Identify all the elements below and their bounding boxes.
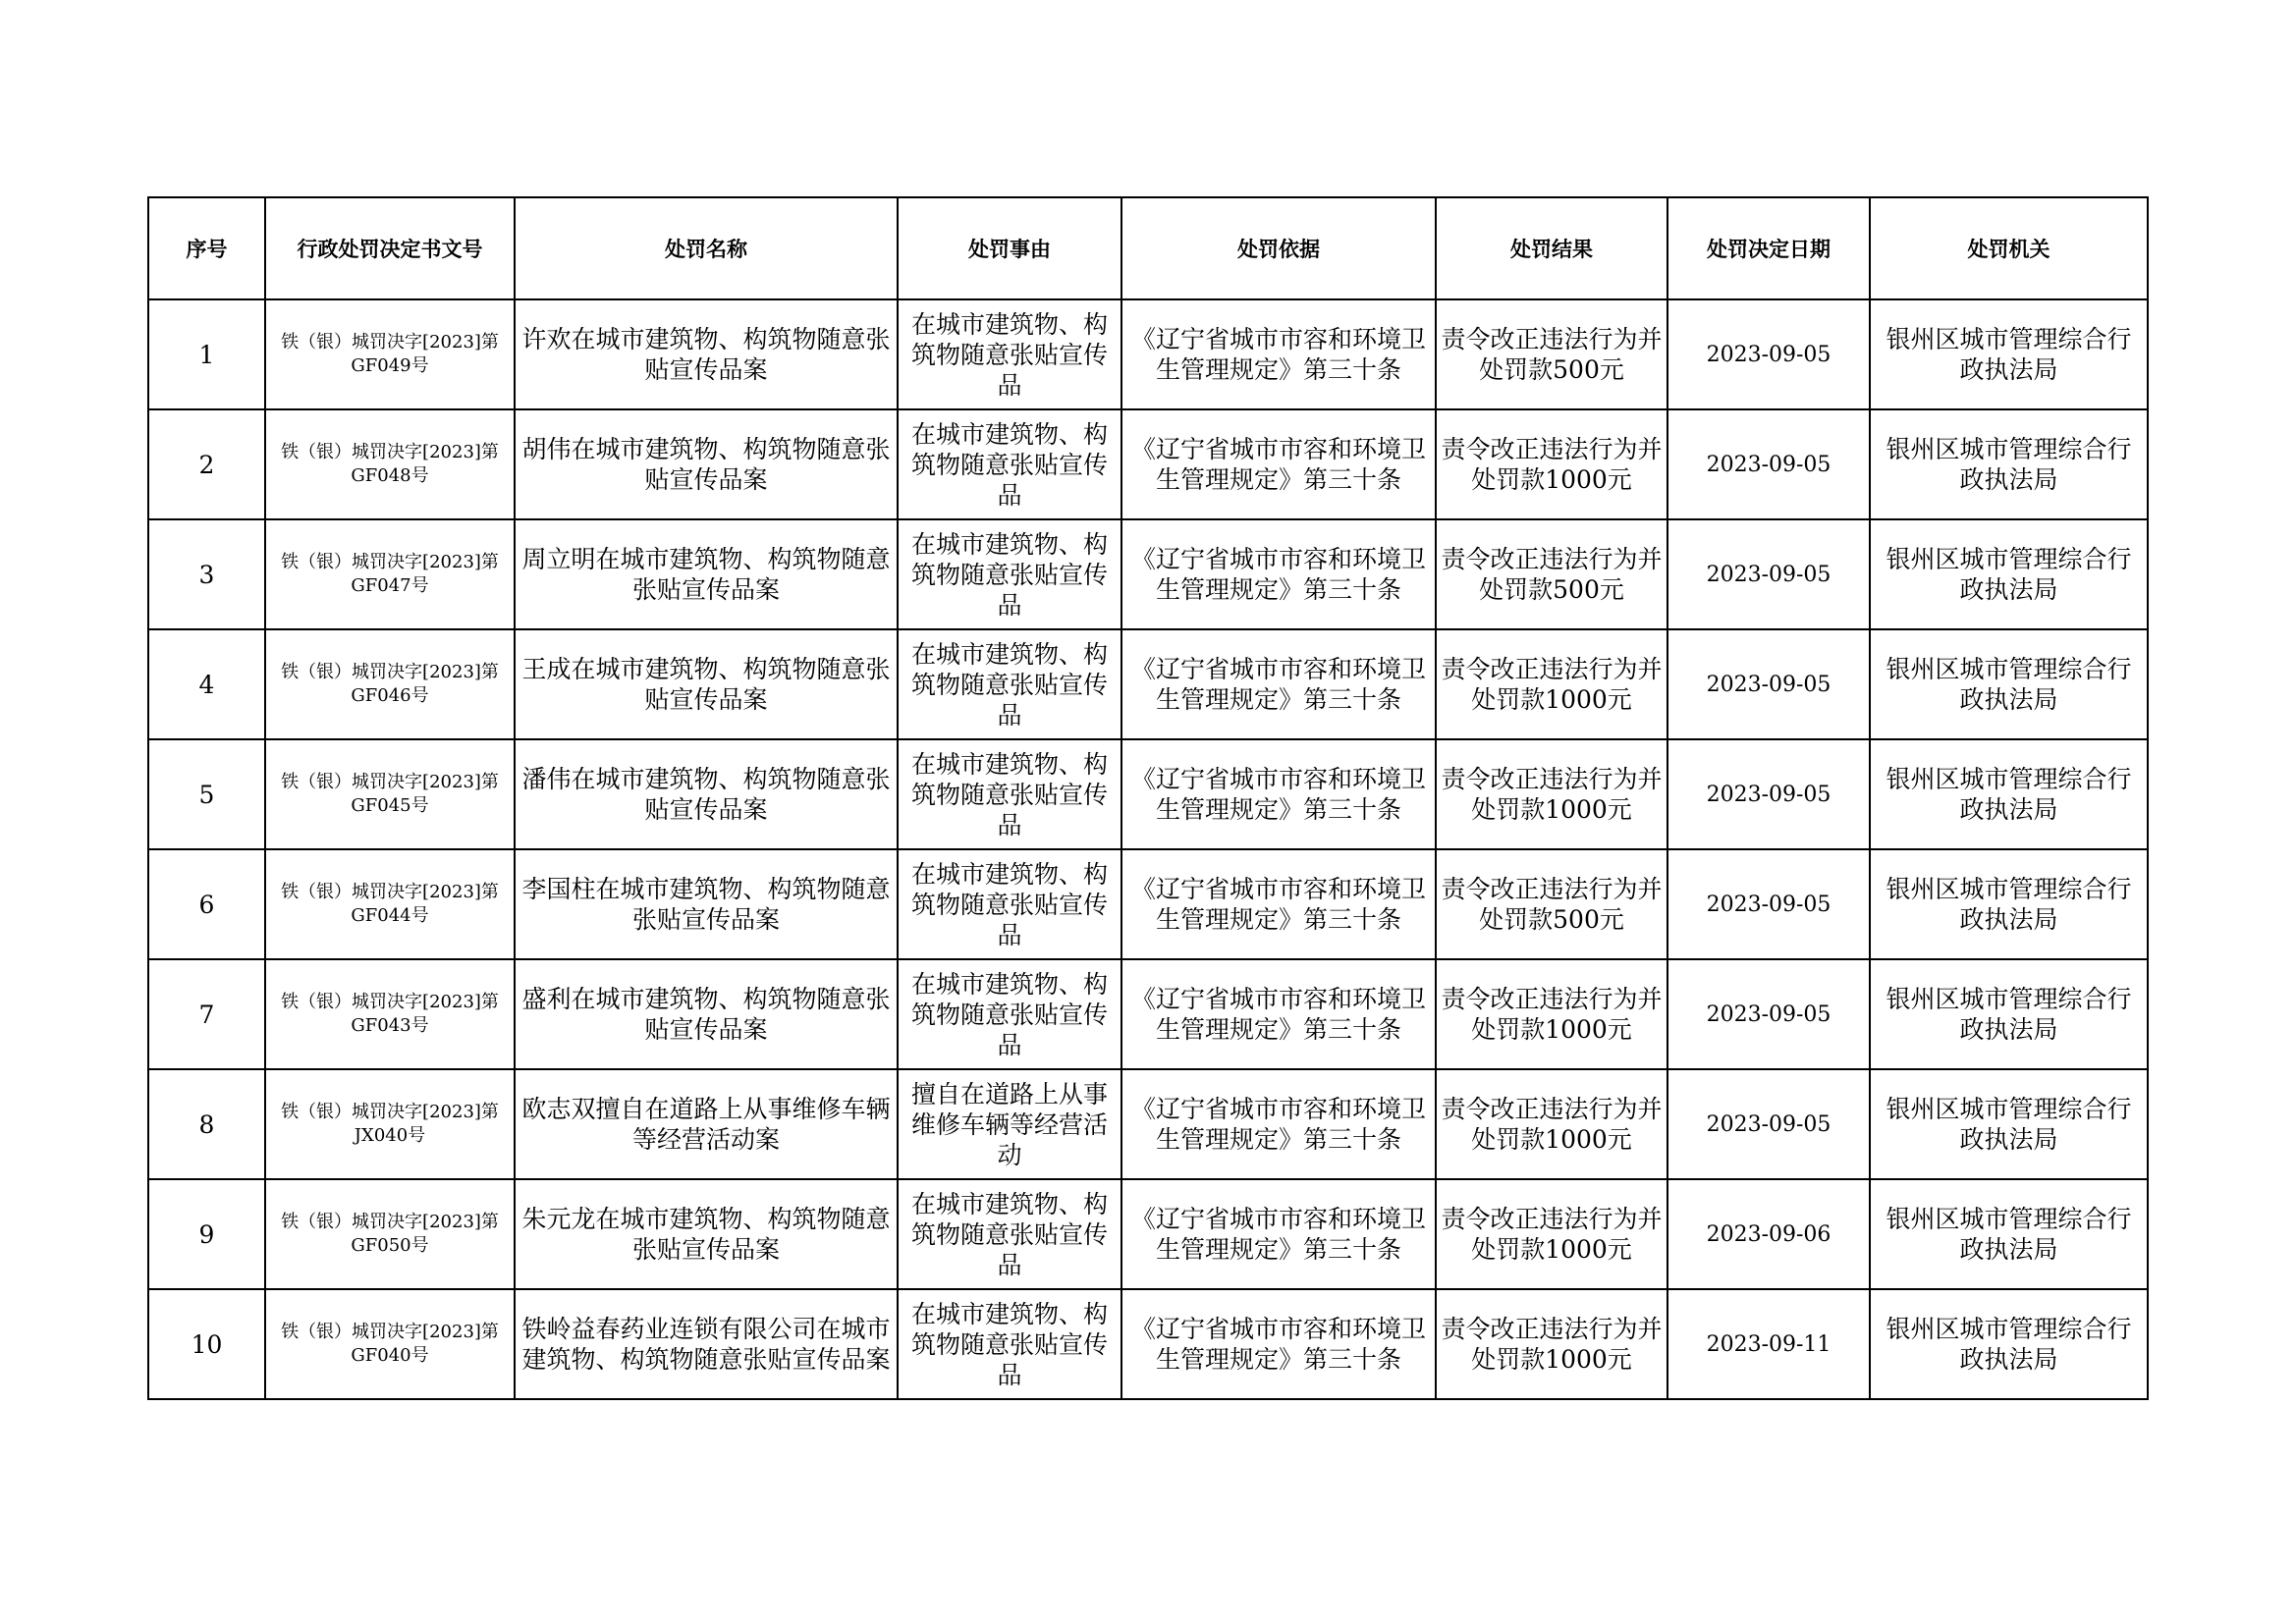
cell-penalty-reason: 擅自在道路上从事维修车辆等经营活动 [898, 1069, 1121, 1179]
header-decision-number: 行政处罚决定书文号 [265, 197, 515, 299]
cell-penalty-basis: 《辽宁省城市市容和环境卫生管理规定》第三十条 [1121, 1179, 1436, 1289]
cell-penalty-basis: 《辽宁省城市市容和环境卫生管理规定》第三十条 [1121, 739, 1436, 849]
cell-penalty-basis: 《辽宁省城市市容和环境卫生管理规定》第三十条 [1121, 519, 1436, 629]
cell-penalty-result: 责令改正违法行为并处罚款1000元 [1436, 959, 1667, 1069]
cell-penalty-result: 责令改正违法行为并处罚款1000元 [1436, 1179, 1667, 1289]
cell-penalty-result: 责令改正违法行为并处罚款1000元 [1436, 1069, 1667, 1179]
cell-penalty-agency: 银州区城市管理综合行政执法局 [1870, 299, 2148, 409]
cell-index: 1 [148, 299, 265, 409]
table-row [148, 1289, 2148, 1399]
cell-index: 8 [148, 1069, 265, 1179]
cell-penalty-agency: 银州区城市管理综合行政执法局 [1870, 519, 2148, 629]
cell-decision-date: 2023-09-05 [1667, 739, 1870, 849]
cell-penalty-name: 铁岭益春药业连锁有限公司在城市建筑物、构筑物随意张贴宣传品案 [515, 1289, 898, 1399]
cell-penalty-agency: 银州区城市管理综合行政执法局 [1870, 409, 2148, 519]
cell-decision-date: 2023-09-05 [1667, 959, 1870, 1069]
table-row [148, 409, 2148, 519]
cell-index: 6 [148, 849, 265, 959]
penalty-table [147, 196, 2149, 1400]
table-row [148, 959, 2148, 1069]
cell-penalty-name: 盛利在城市建筑物、构筑物随意张贴宣传品案 [515, 959, 898, 1069]
cell-penalty-reason: 在城市建筑物、构筑物随意张贴宣传品 [898, 1289, 1121, 1399]
cell-index: 10 [148, 1289, 265, 1399]
table-row [148, 299, 2148, 409]
cell-penalty-agency: 银州区城市管理综合行政执法局 [1870, 1069, 2148, 1179]
cell-decision-date: 2023-09-05 [1667, 629, 1870, 739]
cell-penalty-name: 欧志双擅自在道路上从事维修车辆等经营活动案 [515, 1069, 898, 1179]
cell-penalty-reason: 在城市建筑物、构筑物随意张贴宣传品 [898, 519, 1121, 629]
cell-penalty-agency: 银州区城市管理综合行政执法局 [1870, 959, 2148, 1069]
header-penalty-reason: 处罚事由 [898, 197, 1121, 299]
table-row [148, 1069, 2148, 1179]
cell-decision-number: 铁（银）城罚决字[2023]第GF043号 [265, 959, 515, 1069]
cell-penalty-reason: 在城市建筑物、构筑物随意张贴宣传品 [898, 739, 1121, 849]
header-penalty-result: 处罚结果 [1436, 197, 1667, 299]
penalty-table-container [147, 196, 2147, 1400]
header-penalty-agency: 处罚机关 [1870, 197, 2148, 299]
cell-penalty-basis: 《辽宁省城市市容和环境卫生管理规定》第三十条 [1121, 1069, 1436, 1179]
cell-penalty-name: 周立明在城市建筑物、构筑物随意张贴宣传品案 [515, 519, 898, 629]
cell-penalty-result: 责令改正违法行为并处罚款1000元 [1436, 409, 1667, 519]
table-row [148, 519, 2148, 629]
cell-penalty-reason: 在城市建筑物、构筑物随意张贴宣传品 [898, 1179, 1121, 1289]
cell-penalty-reason: 在城市建筑物、构筑物随意张贴宣传品 [898, 629, 1121, 739]
cell-index: 2 [148, 409, 265, 519]
cell-decision-number: 铁（银）城罚决字[2023]第GF047号 [265, 519, 515, 629]
cell-penalty-result: 责令改正违法行为并处罚款500元 [1436, 849, 1667, 959]
cell-penalty-basis: 《辽宁省城市市容和环境卫生管理规定》第三十条 [1121, 849, 1436, 959]
cell-penalty-agency: 银州区城市管理综合行政执法局 [1870, 739, 2148, 849]
cell-penalty-basis: 《辽宁省城市市容和环境卫生管理规定》第三十条 [1121, 959, 1436, 1069]
cell-decision-date: 2023-09-05 [1667, 1069, 1870, 1179]
cell-decision-date: 2023-09-05 [1667, 849, 1870, 959]
table-row [148, 629, 2148, 739]
cell-decision-number: 铁（银）城罚决字[2023]第GF050号 [265, 1179, 515, 1289]
cell-decision-date: 2023-09-06 [1667, 1179, 1870, 1289]
cell-decision-number: 铁（银）城罚决字[2023]第GF040号 [265, 1289, 515, 1399]
cell-penalty-basis: 《辽宁省城市市容和环境卫生管理规定》第三十条 [1121, 299, 1436, 409]
cell-penalty-reason: 在城市建筑物、构筑物随意张贴宣传品 [898, 959, 1121, 1069]
cell-penalty-result: 责令改正违法行为并处罚款500元 [1436, 519, 1667, 629]
cell-decision-number: 铁（银）城罚决字[2023]第JX040号 [265, 1069, 515, 1179]
table-row [148, 849, 2148, 959]
cell-penalty-result: 责令改正违法行为并处罚款1000元 [1436, 1289, 1667, 1399]
cell-penalty-agency: 银州区城市管理综合行政执法局 [1870, 849, 2148, 959]
cell-penalty-basis: 《辽宁省城市市容和环境卫生管理规定》第三十条 [1121, 409, 1436, 519]
header-index: 序号 [148, 197, 265, 299]
cell-penalty-name: 朱元龙在城市建筑物、构筑物随意张贴宣传品案 [515, 1179, 898, 1289]
cell-penalty-agency: 银州区城市管理综合行政执法局 [1870, 1289, 2148, 1399]
cell-index: 9 [148, 1179, 265, 1289]
cell-index: 4 [148, 629, 265, 739]
cell-index: 3 [148, 519, 265, 629]
cell-penalty-name: 胡伟在城市建筑物、构筑物随意张贴宣传品案 [515, 409, 898, 519]
cell-penalty-name: 许欢在城市建筑物、构筑物随意张贴宣传品案 [515, 299, 898, 409]
header-penalty-basis: 处罚依据 [1121, 197, 1436, 299]
cell-decision-number: 铁（银）城罚决字[2023]第GF048号 [265, 409, 515, 519]
table-header-row [148, 197, 2148, 299]
cell-penalty-basis: 《辽宁省城市市容和环境卫生管理规定》第三十条 [1121, 629, 1436, 739]
table-row [148, 739, 2148, 849]
cell-penalty-reason: 在城市建筑物、构筑物随意张贴宣传品 [898, 299, 1121, 409]
header-decision-date: 处罚决定日期 [1667, 197, 1870, 299]
cell-penalty-name: 李国柱在城市建筑物、构筑物随意张贴宣传品案 [515, 849, 898, 959]
cell-penalty-basis: 《辽宁省城市市容和环境卫生管理规定》第三十条 [1121, 1289, 1436, 1399]
cell-penalty-reason: 在城市建筑物、构筑物随意张贴宣传品 [898, 849, 1121, 959]
cell-penalty-agency: 银州区城市管理综合行政执法局 [1870, 629, 2148, 739]
cell-penalty-result: 责令改正违法行为并处罚款500元 [1436, 299, 1667, 409]
header-penalty-name: 处罚名称 [515, 197, 898, 299]
cell-decision-date: 2023-09-05 [1667, 519, 1870, 629]
cell-decision-date: 2023-09-05 [1667, 409, 1870, 519]
cell-decision-number: 铁（银）城罚决字[2023]第GF049号 [265, 299, 515, 409]
cell-decision-number: 铁（银）城罚决字[2023]第GF045号 [265, 739, 515, 849]
cell-index: 7 [148, 959, 265, 1069]
cell-decision-number: 铁（银）城罚决字[2023]第GF046号 [265, 629, 515, 739]
cell-penalty-result: 责令改正违法行为并处罚款1000元 [1436, 629, 1667, 739]
cell-penalty-name: 王成在城市建筑物、构筑物随意张贴宣传品案 [515, 629, 898, 739]
cell-decision-date: 2023-09-05 [1667, 299, 1870, 409]
cell-penalty-reason: 在城市建筑物、构筑物随意张贴宣传品 [898, 409, 1121, 519]
cell-penalty-result: 责令改正违法行为并处罚款1000元 [1436, 739, 1667, 849]
cell-penalty-name: 潘伟在城市建筑物、构筑物随意张贴宣传品案 [515, 739, 898, 849]
table-row [148, 1179, 2148, 1289]
cell-penalty-agency: 银州区城市管理综合行政执法局 [1870, 1179, 2148, 1289]
cell-index: 5 [148, 739, 265, 849]
cell-decision-date: 2023-09-11 [1667, 1289, 1870, 1399]
cell-decision-number: 铁（银）城罚决字[2023]第GF044号 [265, 849, 515, 959]
